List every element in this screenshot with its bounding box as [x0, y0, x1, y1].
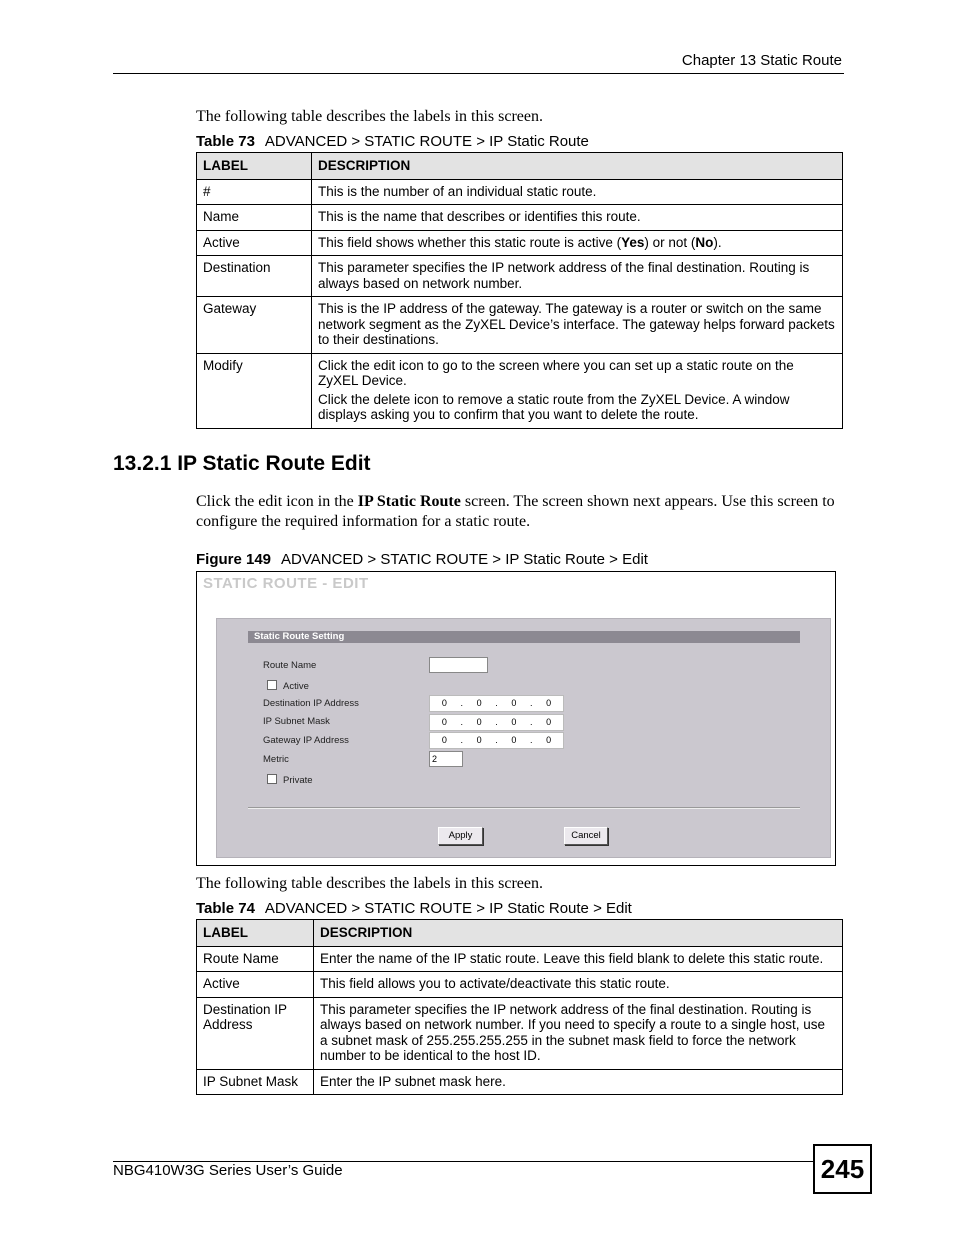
table74-caption [196, 900, 632, 917]
table-row [197, 230, 843, 256]
col-label-header: LABEL [197, 153, 312, 180]
row-label: # [197, 179, 312, 205]
private-label: Private [283, 775, 313, 786]
row-label: IP Subnet Mask [197, 1069, 314, 1095]
col-label-header: LABEL [197, 920, 314, 947]
dest-ip-label: Destination IP Address [263, 698, 359, 709]
intro-text: The following table describes the labels in this screen. [196, 108, 544, 125]
section-paragraph: Click the edit icon in the IP Static Route screen. The screen shown next appears. Use this screen to configure the required information for a static route. [196, 493, 835, 530]
col-desc-header: DESCRIPTION [312, 153, 843, 180]
table-row [197, 1069, 843, 1095]
table73-caption-num: Table 73 [196, 133, 255, 150]
figure149-caption-num: Figure 149 [196, 551, 272, 568]
row-label: Destination [197, 256, 312, 297]
dest-ip-input[interactable]: 0 . 0 . 0 . 0 [429, 695, 564, 712]
row-desc: This field shows whether this static route is active (Yes) or not (No). [312, 230, 843, 256]
route-name-label: Route Name [263, 660, 317, 671]
table-row [197, 297, 843, 354]
gateway-label: Gateway IP Address [263, 735, 349, 746]
screen-title: STATIC ROUTE - EDIT [203, 575, 369, 592]
gateway-input[interactable]: 0 . 0 . 0 . 0 [429, 732, 564, 749]
table-row [197, 997, 843, 1069]
table-header-row [197, 920, 843, 947]
cancel-button[interactable]: Cancel [564, 827, 608, 845]
figure149-caption [196, 551, 648, 568]
row-desc: This field allows you to activate/deactivate this static route. [314, 972, 843, 998]
settings-panel [216, 618, 831, 858]
col-desc-header: DESCRIPTION [314, 920, 843, 947]
panel-title: Static Route Setting [248, 631, 800, 643]
row-desc: This is the number of an individual static route. [312, 179, 843, 205]
row-desc: Enter the IP subnet mask here. [314, 1069, 843, 1095]
table74-caption-num: Table 74 [196, 900, 255, 917]
subnet-input[interactable]: 0 . 0 . 0 . 0 [429, 714, 564, 731]
row-label: Destination IP Address [197, 997, 314, 1069]
table73-caption [196, 133, 589, 150]
chapter-header: Chapter 13 Static Route [681, 52, 842, 69]
row-label: Modify [197, 353, 312, 428]
row-desc: This is the name that describes or identifies this route. [312, 205, 843, 231]
row-label: Gateway [197, 297, 312, 354]
page-number: 245 [813, 1144, 872, 1194]
row-desc: This is the IP address of the gateway. The gateway is a router or switch on the same network segment as the ZyXEL Device’s interface. The gateway helps forward packets to their destinations. [312, 297, 843, 354]
table74 [196, 919, 843, 1095]
row-label: Route Name [197, 946, 314, 972]
apply-button[interactable]: Apply [438, 827, 483, 845]
metric-input[interactable]: 2 [429, 751, 463, 767]
guide-title: NBG410W3G Series User’s Guide [113, 1162, 343, 1179]
table-row [197, 946, 843, 972]
table73-caption-text: ADVANCED > STATIC ROUTE > IP Static Route [264, 133, 589, 150]
header-rule [113, 73, 844, 74]
panel-divider [248, 807, 800, 809]
table-row [197, 179, 843, 205]
route-name-input[interactable] [429, 657, 488, 673]
table73 [196, 152, 843, 429]
row-desc: This parameter specifies the IP network address of the final destination. Routing is always based on network number. [312, 256, 843, 297]
table-row [197, 972, 843, 998]
table-row [197, 353, 843, 428]
row-label: Active [197, 972, 314, 998]
row-desc: Enter the name of the IP static route. Leave this field blank to delete this static route. [314, 946, 843, 972]
row-label: Active [197, 230, 312, 256]
row-desc: This parameter specifies the IP network address of the final destination. Routing is always based on network number. If you need to specify a route to a single host, use a subnet mask of 255.255.255.255 in the subnet mask field to force the network number to be identical to the host ID. [314, 997, 843, 1069]
metric-label: Metric [263, 754, 289, 765]
table74-caption-text: ADVANCED > STATIC ROUTE > IP Static Route > Edit [264, 900, 632, 917]
row-label: Name [197, 205, 312, 231]
section-title: 13.2.1 IP Static Route Edit [113, 452, 371, 475]
figure-screenshot [196, 571, 836, 866]
active-checkbox[interactable] [267, 680, 277, 690]
table-header-row [197, 153, 843, 180]
subnet-label: IP Subnet Mask [263, 716, 330, 727]
figure149-caption-text: ADVANCED > STATIC ROUTE > IP Static Route > Edit [281, 551, 648, 568]
active-label: Active [283, 681, 309, 692]
private-checkbox[interactable] [267, 774, 277, 784]
table-row [197, 256, 843, 297]
table-row [197, 205, 843, 231]
row-desc: Click the edit icon to go to the screen where you can set up a static route on the ZyXEL Device. Click the delete icon to remove a static route from the ZyXEL Device. A window displays asking you to confirm that you want to delete the route. [312, 353, 843, 428]
intro-text-2: The following table describes the labels in this screen. [196, 875, 544, 892]
